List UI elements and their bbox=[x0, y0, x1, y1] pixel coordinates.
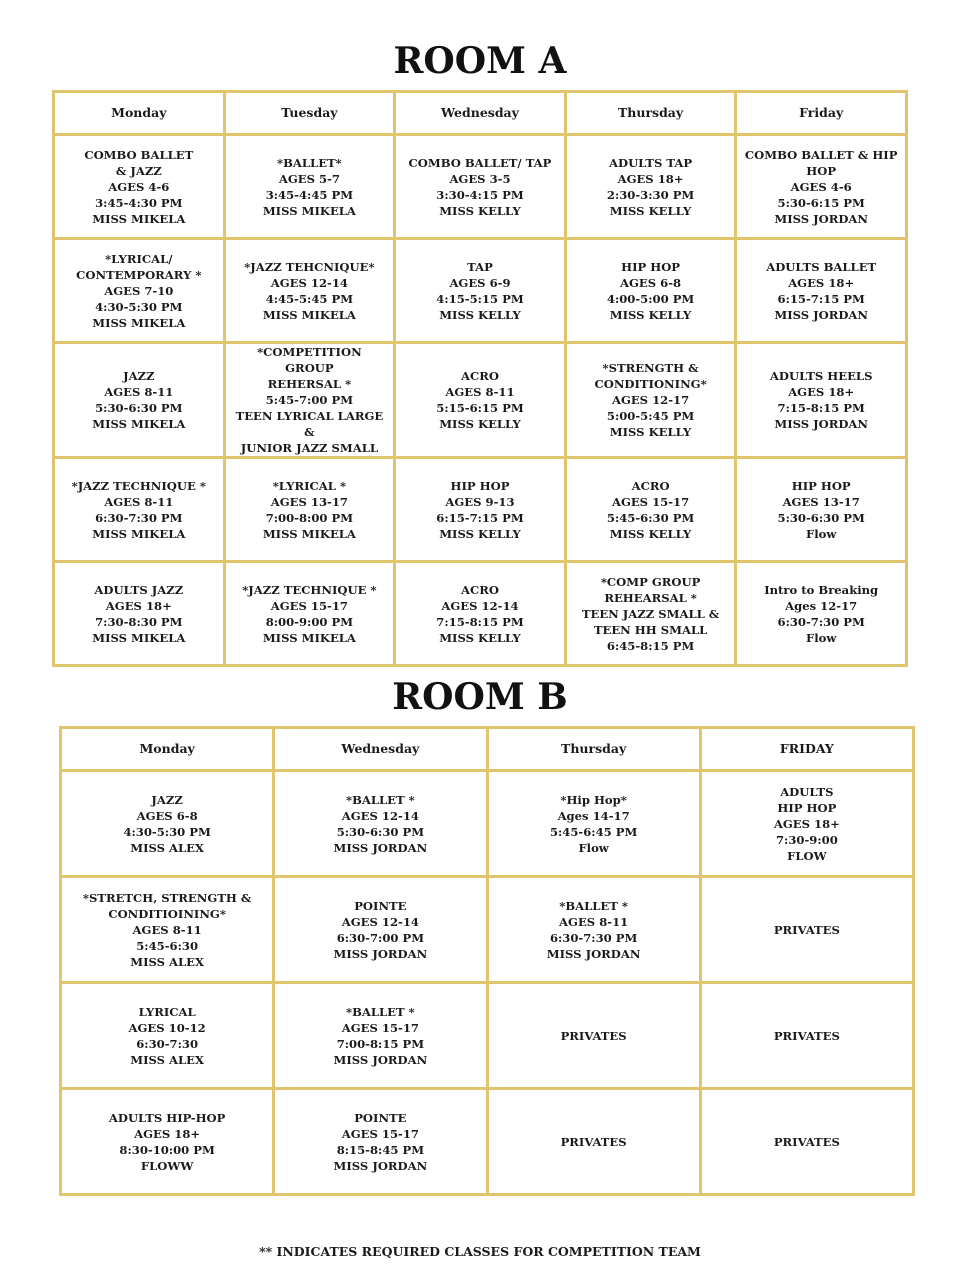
class-cell bbox=[487, 983, 700, 1089]
class-detail: AGES 4-6 bbox=[108, 179, 170, 194]
class-detail: AGES 12-17 bbox=[611, 393, 690, 407]
class-name: ADULTS bbox=[780, 784, 834, 799]
class-detail: MISS ALEX bbox=[130, 1052, 204, 1067]
class-name: PRIVATES bbox=[773, 1134, 840, 1149]
class-detail: MISS MIKELA bbox=[262, 630, 356, 645]
class-detail: 5:30-6:30 PM bbox=[336, 824, 425, 839]
class-detail: MISS MIKELA bbox=[92, 630, 186, 645]
schedule-row bbox=[61, 1089, 914, 1195]
class-cell bbox=[736, 135, 907, 239]
class-detail: MISS KELLY bbox=[609, 425, 692, 439]
class-detail: MISS MIKELA bbox=[92, 526, 186, 541]
class-name: HIP HOP bbox=[450, 478, 510, 493]
class-detail: AGES 18+ bbox=[134, 1126, 201, 1141]
class-name: ADULTS TAP bbox=[609, 155, 693, 170]
class-detail: 6:15-7:15 PM bbox=[777, 291, 865, 306]
class-cell bbox=[736, 343, 907, 458]
class-cell bbox=[395, 343, 566, 458]
class-detail: 8:15-8:45 PM bbox=[336, 1142, 425, 1157]
class-detail: 7:30-8:30 PM bbox=[95, 614, 183, 629]
class-detail: AGES 8-11 bbox=[104, 494, 174, 509]
class-detail: REHERSAL * bbox=[267, 377, 352, 391]
class-detail: 6:30-7:00 PM bbox=[336, 930, 425, 945]
class-detail: 4:00-5:00 PM bbox=[606, 291, 695, 306]
class-detail: CONDITIOINING* bbox=[108, 906, 226, 921]
schedule-row bbox=[54, 562, 907, 666]
class-detail: MISS KELLY bbox=[439, 630, 521, 645]
class-detail: AGES 18+ bbox=[617, 171, 684, 186]
class-detail: 5:30-6:30 PM bbox=[95, 401, 183, 415]
class-name: PRIVATES bbox=[560, 1028, 627, 1043]
class-detail: & JAZZ bbox=[115, 163, 162, 178]
class-detail: 4:45-5:45 PM bbox=[265, 291, 354, 306]
class-detail: 6:30-7:30 PM bbox=[549, 930, 638, 945]
class-name: *JAZZ TECHNIQUE * bbox=[71, 478, 206, 493]
class-detail: 4:15-5:15 PM bbox=[436, 291, 524, 306]
class-detail: AGES 12-14 bbox=[441, 598, 519, 613]
class-cell bbox=[395, 562, 566, 666]
class-detail: 5:45-6:30 bbox=[136, 938, 199, 953]
class-detail: MISS MIKELA bbox=[92, 315, 186, 330]
class-detail: AGES 18+ bbox=[788, 275, 855, 290]
class-cell bbox=[54, 135, 225, 239]
class-detail: 5:15-6:15 PM bbox=[436, 401, 524, 415]
day-header-thursday: Thursday bbox=[565, 92, 736, 135]
class-detail: TEEN LYRICAL LARGE & bbox=[235, 409, 384, 439]
class-detail: AGES 18+ bbox=[105, 598, 172, 613]
day-header-friday: FRIDAY bbox=[700, 728, 913, 771]
class-detail: Ages 12-17 bbox=[785, 598, 858, 613]
class-detail: 3:45-4:45 PM bbox=[265, 187, 354, 202]
class-cell bbox=[487, 1089, 700, 1195]
class-detail: Ages 14-17 bbox=[557, 808, 630, 823]
class-detail: AGES 13-17 bbox=[270, 494, 348, 509]
class-detail: MISS JORDAN bbox=[333, 946, 428, 961]
class-name: JAZZ bbox=[151, 792, 183, 807]
class-detail: 6:15-7:15 PM bbox=[436, 510, 524, 525]
class-cell bbox=[487, 771, 700, 877]
schedule-row bbox=[54, 239, 907, 343]
class-cell bbox=[395, 135, 566, 239]
day-header-thursday: Thursday bbox=[487, 728, 700, 771]
class-name: *JAZZ TEHCNIQUE* bbox=[244, 259, 375, 274]
class-detail: AGES 15-17 bbox=[270, 598, 348, 613]
class-cell bbox=[61, 1089, 274, 1195]
class-detail: MISS ALEX bbox=[130, 954, 204, 969]
competition-footnote: ** INDICATES REQUIRED CLASSES FOR COMPETITION TEAM bbox=[259, 1244, 701, 1259]
class-cell bbox=[54, 239, 225, 343]
class-cell bbox=[395, 458, 566, 562]
class-detail: CONTEMPORARY * bbox=[76, 267, 202, 282]
class-cell bbox=[274, 771, 487, 877]
class-detail: TEEN HH SMALL bbox=[593, 622, 708, 637]
schedule-row bbox=[54, 343, 907, 458]
class-detail: AGES 8-11 bbox=[445, 385, 515, 399]
class-cell bbox=[700, 983, 913, 1089]
class-name: *COMPETITION GROUP bbox=[257, 345, 362, 375]
class-detail: AGES 8-11 bbox=[132, 922, 202, 937]
schedule-row bbox=[61, 771, 914, 877]
class-cell bbox=[700, 1089, 913, 1195]
class-cell bbox=[274, 983, 487, 1089]
class-detail: AGES 18+ bbox=[773, 816, 840, 831]
class-cell bbox=[224, 458, 395, 562]
class-name: *BALLET* bbox=[277, 155, 342, 170]
class-detail: 7:30-9:00 bbox=[775, 832, 838, 847]
class-detail: MISS JORDAN bbox=[774, 211, 869, 226]
schedule-row bbox=[61, 983, 914, 1089]
class-detail: MISS JORDAN bbox=[774, 307, 869, 322]
class-detail: MISS MIKELA bbox=[92, 211, 186, 226]
class-detail: 7:00-8:15 PM bbox=[336, 1036, 425, 1051]
class-detail: AGES 15-17 bbox=[341, 1126, 419, 1141]
class-cell bbox=[700, 771, 913, 877]
class-detail: Flow bbox=[578, 840, 609, 855]
class-detail: AGES 6-8 bbox=[620, 275, 682, 290]
class-detail: MISS MIKELA bbox=[262, 526, 356, 541]
class-detail: FLOWW bbox=[140, 1158, 194, 1173]
class-detail: AGES 15-17 bbox=[611, 494, 690, 509]
class-detail: 5:45-7:00 PM bbox=[265, 393, 354, 407]
class-name: LYRICAL bbox=[138, 1004, 196, 1019]
class-detail: MISS JORDAN bbox=[333, 1052, 428, 1067]
class-detail: 5:45-6:30 PM bbox=[606, 510, 695, 525]
class-name: ADULTS HIP-HOP bbox=[108, 1110, 226, 1125]
room-b-schedule-table bbox=[59, 726, 915, 1196]
class-detail: MISS KELLY bbox=[609, 203, 692, 218]
class-cell bbox=[700, 877, 913, 983]
class-name: JAZZ bbox=[123, 369, 155, 383]
class-detail: 5:45-6:45 PM bbox=[549, 824, 638, 839]
class-detail: AGES 9-13 bbox=[445, 494, 515, 509]
class-detail: AGES 12-14 bbox=[341, 808, 419, 823]
day-header-tuesday: Tuesday bbox=[224, 92, 395, 135]
class-name: HIP HOP bbox=[621, 259, 681, 274]
class-detail: AGES 8-11 bbox=[559, 914, 629, 929]
day-header-monday: Monday bbox=[61, 728, 274, 771]
schedule-row bbox=[61, 877, 914, 983]
class-name: *Hip Hop* bbox=[560, 792, 627, 807]
class-detail: 5:00-5:45 PM bbox=[606, 409, 695, 423]
class-name: *BALLET * bbox=[559, 898, 628, 913]
class-detail: AGES 3-5 bbox=[449, 171, 511, 186]
class-cell bbox=[274, 877, 487, 983]
class-name: TAP bbox=[467, 259, 493, 274]
class-name: *JAZZ TECHNIQUE * bbox=[242, 582, 377, 597]
class-name: *COMP GROUP bbox=[600, 574, 701, 589]
class-name: Intro to Breaking bbox=[764, 582, 879, 597]
class-name: *BALLET * bbox=[346, 792, 415, 807]
room-b-title: ROOM B bbox=[392, 676, 568, 718]
class-detail: MISS MIKELA bbox=[92, 417, 186, 431]
class-cell bbox=[54, 458, 225, 562]
class-name: HIP HOP bbox=[791, 478, 851, 493]
day-header-monday: Monday bbox=[54, 92, 225, 135]
room-b-body bbox=[61, 771, 914, 1195]
class-detail: 7:15-8:15 PM bbox=[436, 614, 524, 629]
class-cell bbox=[274, 1089, 487, 1195]
class-detail: MISS JORDAN bbox=[333, 1158, 428, 1173]
class-name: PRIVATES bbox=[773, 922, 840, 937]
class-detail: MISS JORDAN bbox=[546, 946, 641, 961]
class-detail: 8:00-9:00 PM bbox=[265, 614, 354, 629]
class-name: PRIVATES bbox=[773, 1028, 840, 1043]
class-name: *LYRICAL/ bbox=[105, 251, 173, 266]
class-name: ADULTS BALLET bbox=[766, 259, 877, 274]
class-detail: MISS KELLY bbox=[439, 203, 521, 218]
class-cell bbox=[224, 135, 395, 239]
class-detail: AGES 4-6 bbox=[790, 179, 852, 194]
class-name: POINTE bbox=[354, 1110, 407, 1125]
class-detail: MISS JORDAN bbox=[333, 840, 428, 855]
class-detail: 4:30-5:30 PM bbox=[123, 824, 211, 839]
class-cell bbox=[54, 562, 225, 666]
class-detail: MISS ALEX bbox=[130, 840, 204, 855]
room-a-title: ROOM A bbox=[393, 40, 567, 82]
class-detail: MISS JORDAN bbox=[774, 417, 869, 431]
class-detail: REHEARSAL * bbox=[604, 590, 697, 605]
class-name: *STRETCH, STRENGTH & bbox=[82, 890, 252, 905]
class-detail: AGES 8-11 bbox=[104, 385, 174, 399]
class-detail: 7:00-8:00 PM bbox=[265, 510, 354, 525]
class-name: *LYRICAL * bbox=[272, 478, 347, 493]
class-cell bbox=[224, 239, 395, 343]
class-name: COMBO BALLET & HIP bbox=[744, 147, 898, 162]
class-name: ACRO bbox=[461, 369, 499, 383]
class-cell bbox=[54, 343, 225, 458]
class-detail: JUNIOR JAZZ SMALL bbox=[240, 441, 379, 455]
class-detail: 6:30-7:30 PM bbox=[95, 510, 183, 525]
class-name: ACRO bbox=[461, 582, 499, 597]
class-detail: AGES 15-17 bbox=[341, 1020, 419, 1035]
class-name: COMBO BALLET/ TAP bbox=[408, 155, 552, 170]
room-a-body bbox=[54, 135, 907, 666]
class-detail: MISS KELLY bbox=[609, 307, 692, 322]
class-detail: Flow bbox=[806, 630, 837, 645]
class-detail: AGES 6-8 bbox=[136, 808, 198, 823]
class-name: COMBO BALLET bbox=[84, 147, 194, 162]
class-detail: MISS KELLY bbox=[439, 526, 521, 541]
class-name: ADULTS JAZZ bbox=[94, 582, 184, 597]
class-cell bbox=[736, 562, 907, 666]
class-cell bbox=[565, 239, 736, 343]
day-header-wednesday: Wednesday bbox=[395, 92, 566, 135]
class-cell bbox=[565, 343, 736, 458]
class-cell bbox=[224, 343, 395, 458]
class-cell bbox=[61, 983, 274, 1089]
class-name: *STRENGTH & bbox=[602, 361, 699, 375]
class-detail: CONDITIONING* bbox=[594, 377, 707, 391]
class-detail: Flow bbox=[806, 526, 837, 541]
class-cell bbox=[565, 458, 736, 562]
class-detail: 3:45-4:30 PM bbox=[95, 195, 183, 210]
class-detail: 5:30-6:15 PM bbox=[777, 195, 865, 210]
class-detail: 8:30-10:00 PM bbox=[119, 1142, 215, 1157]
class-detail: AGES 5-7 bbox=[278, 171, 340, 186]
class-detail: 4:30-5:30 PM bbox=[95, 299, 183, 314]
class-detail: 3:30-4:15 PM bbox=[436, 187, 524, 202]
class-detail: FLOW bbox=[787, 848, 827, 863]
room-b-header-row bbox=[61, 728, 914, 771]
schedule-row bbox=[54, 458, 907, 562]
class-detail: AGES 10-12 bbox=[128, 1020, 206, 1035]
class-detail: HOP bbox=[806, 163, 837, 178]
class-detail: MISS MIKELA bbox=[262, 203, 356, 218]
class-cell bbox=[61, 877, 274, 983]
class-cell bbox=[487, 877, 700, 983]
class-detail: TEEN JAZZ SMALL & bbox=[581, 606, 720, 621]
class-name: ADULTS HEELS bbox=[769, 369, 873, 383]
room-a-header-row bbox=[54, 92, 907, 135]
class-detail: 6:45-8:15 PM bbox=[606, 638, 695, 653]
class-detail: AGES 12-14 bbox=[270, 275, 348, 290]
class-detail: AGES 7-10 bbox=[104, 283, 174, 298]
schedule-row bbox=[54, 135, 907, 239]
class-cell bbox=[565, 562, 736, 666]
class-cell bbox=[61, 771, 274, 877]
class-name: ACRO bbox=[631, 478, 670, 493]
class-cell bbox=[736, 239, 907, 343]
class-detail: 2:30-3:30 PM bbox=[606, 187, 695, 202]
class-detail: AGES 12-14 bbox=[341, 914, 419, 929]
class-detail: 5:30-6:30 PM bbox=[777, 510, 865, 525]
day-header-wednesday: Wednesday bbox=[274, 728, 487, 771]
class-detail: 6:30-7:30 bbox=[136, 1036, 199, 1051]
class-detail: HIP HOP bbox=[777, 800, 837, 815]
class-name: *BALLET * bbox=[346, 1004, 415, 1019]
class-name: PRIVATES bbox=[560, 1134, 627, 1149]
room-a-schedule-table bbox=[52, 90, 908, 667]
class-detail: AGES 13-17 bbox=[782, 494, 860, 509]
class-cell bbox=[736, 458, 907, 562]
class-detail: 6:30-7:30 PM bbox=[777, 614, 865, 629]
class-detail: MISS MIKELA bbox=[262, 307, 356, 322]
class-cell bbox=[565, 135, 736, 239]
class-cell bbox=[395, 239, 566, 343]
class-cell bbox=[224, 562, 395, 666]
class-detail: MISS KELLY bbox=[439, 307, 521, 322]
class-detail: AGES 6-9 bbox=[449, 275, 511, 290]
class-detail: MISS KELLY bbox=[439, 417, 521, 431]
class-detail: MISS KELLY bbox=[609, 526, 692, 541]
class-detail: AGES 18+ bbox=[788, 385, 855, 399]
class-detail: 7:15-8:15 PM bbox=[777, 401, 865, 415]
class-name: POINTE bbox=[354, 898, 407, 913]
day-header-friday: Friday bbox=[736, 92, 907, 135]
